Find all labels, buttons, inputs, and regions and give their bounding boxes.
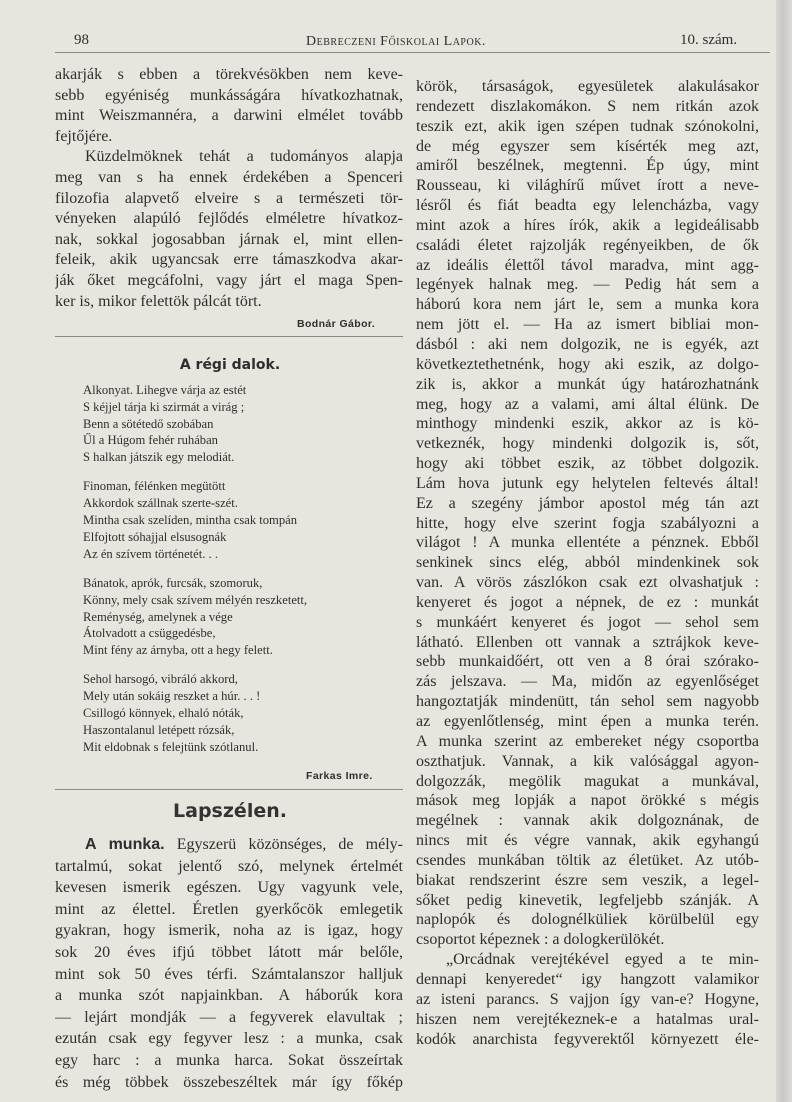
text-line: biakat rendszerint észre sem veszik, a legel- <box>416 871 759 889</box>
poem-line: Mint fény az árnyba, ott a hegy felett. <box>83 643 273 658</box>
poem-line: Haszontalanul letépett rózsák, <box>83 722 235 737</box>
poem-line: Mely után sokáig reszket a húr. . . ! <box>83 689 261 704</box>
text-line: kenyeret és jogot a népnek, de ez : munkát <box>416 593 759 611</box>
article-continuation <box>55 65 403 312</box>
text-line: mint sok 50 éves térfi. Számtalanszor halljuk <box>55 965 403 983</box>
text-line: mint Weiszmannéra, a darwini elmélet tovább <box>55 107 403 125</box>
text-line: nak, sokkal jogosabban járnak el, mint ellen- <box>55 230 403 248</box>
text-line: és még többek összebeszéltek már így főkép <box>55 1073 403 1091</box>
section-rule <box>55 336 403 337</box>
text-line: filozofia alapvető elveire s a természeti tör- <box>55 189 403 207</box>
poem-line: Alkonyat. Lihegve várja az estét <box>83 383 247 397</box>
text-line: világot ! A munka ellentéte a pénznek. Ebből <box>416 534 759 552</box>
text-line: Ez a szegény jámbor apostol még tán azt <box>416 494 759 512</box>
text-line: sőket pedig kinevetik, legfeljebb szánják. A <box>416 891 759 909</box>
text-line: tartalmú, sokat jelentő szó, melynek értelmét <box>55 857 403 875</box>
text-line: teszik ezt, akik igen szépen tudnak szónokolni, <box>416 117 759 135</box>
text-line: ker is, mikor felettök pálcát tört. <box>55 292 262 310</box>
text-line: az egyenlőtlenség, mint épen a munka terén. <box>416 713 759 730</box>
text-line: egy harc : a munka harca. Sokat összeírtak <box>55 1051 403 1069</box>
poem-line: Mintha csak szelíden, mintha csak tompán <box>83 513 298 528</box>
poem-line: Könny, mely csak szívem mélyén reszketett, <box>83 592 308 607</box>
text-line: vényeken alapúló fejlődés elméletre hívatkoz- <box>55 210 403 228</box>
text-line: dásból : aki nem dolgozik, ne is egyék, azt <box>416 335 759 353</box>
poem-line: Benn a sötétedő szobában <box>83 416 214 431</box>
text-line: következtethetnénk, hogy aki eszik, az dolgo- <box>416 355 759 373</box>
poem-stanza <box>83 478 403 562</box>
poem-body <box>83 382 403 768</box>
text-line: hangoztatják mindenütt, tán sehol sem nagyobb <box>416 693 759 711</box>
text-line: csendes munkában töltik az életüket. Az utób- <box>416 851 759 869</box>
text-line: amiről beszélnek, megtenni. Ép úgy, mint <box>416 157 759 175</box>
poem-line: Bánatok, aprók, furcsák, szomoruk, <box>83 575 263 590</box>
text-line: feleik, akik ugyancsak erre támaszkodva akar- <box>55 251 403 269</box>
text-line: zás jelszava. — Ma, midőn az egyenlőséget <box>416 673 759 691</box>
poem-line: Akkordok szállnak szerte-szét. <box>83 496 238 511</box>
text-line: lésről és fiát beadta egy lelencházba, vagy <box>416 197 759 215</box>
text-span: Egyszerü közönséges, de mély- <box>164 836 403 853</box>
poem-stanza <box>83 671 403 755</box>
text-line: s munkáért kenyeret és jogot — sehol sem <box>416 613 759 631</box>
poem-line: Reménység, amelynek a vége <box>83 609 233 624</box>
text-line: mint az élettel. Éretlen gyerkőcök emlegetik <box>55 900 403 918</box>
page-number: 98 <box>74 32 89 48</box>
poem-line: Finoman, félénken megütött <box>83 479 226 494</box>
poem-line: Sehol harsogó, vibráló akkord, <box>83 672 238 687</box>
text-line: Lám hova jutunk egy helytelen feltevés által! <box>416 474 759 492</box>
section-rule <box>55 789 403 790</box>
text-line: senkinek sincs elég, abból mindenkinek sok <box>416 554 759 572</box>
text-line: van. A vörös zászlókon csak ezt olvashatjuk : <box>416 574 759 592</box>
text-line: fejtőjére. <box>55 127 113 145</box>
text-line: sebb munkaidőért, ott ven a 8 órai szórako- <box>416 653 759 671</box>
text-line: vetkeznék, hogy mindenki dolgozik is, sőt, <box>416 435 759 453</box>
text-line: oszthatjuk. Vannak, a kik valósággal agyon- <box>416 752 759 770</box>
text-line: kodók anarchista fegyverektől környezett éle- <box>416 1030 759 1048</box>
text-line: dennapi kenyeredet“ igy hangzott valamikor <box>416 970 759 988</box>
text-line: mint azok a híres írók, akik a legideálisabb <box>416 216 759 234</box>
text-line: körök, társaságok, egyesületek alakulásakor <box>416 78 759 95</box>
right-column-article <box>416 77 759 1049</box>
text-line: minthogy mindenki eszik, akkor az is kö- <box>416 415 759 433</box>
text-line <box>55 834 403 856</box>
text-line: családi életet rajzolják regényeikben, de ők <box>416 236 759 254</box>
poem-line: Átolvadott a csüggedésbe, <box>83 626 216 641</box>
poem-line: Csillogó könnyek, elhaló nóták, <box>83 706 244 721</box>
text-line: kevesen ismerik egészen. Ugy vagyunk vele, <box>55 879 403 897</box>
text-line: nincs mit és végre vannak, akik egyhangú <box>416 832 759 850</box>
text-line: a munka szót napjainkban. A háborúk kora <box>55 987 403 1005</box>
text-line: az ideális élettől távol maradva, mint agg- <box>416 256 759 274</box>
text-line: sok 20 éves ifjú többet látott már belőle, <box>55 943 403 961</box>
text-line: látható. Ellenben ott vannak a sztrájkok keve- <box>416 633 759 651</box>
text-line: gyakran, hogy ismerik, noha az is igaz, hogy <box>55 922 403 940</box>
poem-line: Az én szívem történetét. . . <box>83 546 218 561</box>
poem-line: Mit eldobnak s felejtünk szótlanul. <box>83 739 259 754</box>
text-line: az isteni parancs. S vajjon így van-e? Hogyne, <box>416 990 759 1008</box>
poem-line: S kéjjel tárja ki szirmát a virág ; <box>83 399 245 414</box>
text-line: hogy aki többet eszik, az többet dolgozik. <box>416 455 759 473</box>
text-line: Küzdelmöknek tehát a tudományos alapja <box>85 148 403 166</box>
text-line: nem jött el. — Ha az ismert bibliai mon- <box>416 316 759 334</box>
text-line: legények halnak meg. — Pedig hát sem a <box>416 276 759 294</box>
text-line: A munka szerint az embereket négy csoportba <box>416 732 759 750</box>
lapszelen-article <box>55 834 403 1093</box>
poem-title: A régi dalok. <box>179 357 281 373</box>
page-gutter-shadow <box>776 0 792 1102</box>
text-line: dolgozzák, megölik magukat a munkával, <box>416 772 759 790</box>
lead-term: A munka. <box>85 836 165 853</box>
poem-line: Űl a Húgom fehér ruhában <box>83 433 218 448</box>
text-line: mások meg lopják a napot örökké s mégis <box>416 792 759 810</box>
column-title: Lapszélen. <box>173 800 287 822</box>
text-line: hitte, hogy elve szerint fogja szabályozni a <box>416 514 759 532</box>
poem-author: Farkas Imre. <box>306 770 373 782</box>
text-line: de még egyszer sem kísérték meg azt, <box>416 137 759 155</box>
text-line: ják őket megcáfolni, vagy járt el maga Spen- <box>55 271 403 289</box>
text-line: — lejárt mondják — a fegyverek elavultak ; <box>55 1008 403 1026</box>
text-line: csoportot képeznek : a dologkerülökét. <box>416 931 665 949</box>
text-line: megélnek : vannak akik dolgoznának, de <box>416 812 759 830</box>
header-rule <box>55 52 770 53</box>
text-line: meg van s ha ennek érdekében a Spenceri <box>55 168 403 186</box>
poem-line: Elfojtott sóhajjal elsusognák <box>83 529 227 544</box>
text-line: „Orcádnak verejtékével egyed a te min- <box>446 951 759 969</box>
poem-line: S halkan játszik egy melodiát. <box>83 450 235 465</box>
text-line: naplopók és dolognélküliek körülbelül egy <box>416 911 759 929</box>
article-author: Bodnár Gábor. <box>297 318 376 330</box>
journal-title: Debreczeni Főiskolai Lapok. <box>306 34 486 49</box>
text-line: hiszen nem verejtékeznek-e a hatalmas ural- <box>416 1010 759 1028</box>
text-line: Rousseau, ki világhírű művet írott a neve- <box>416 177 759 195</box>
issue-number: 10. szám. <box>680 32 738 48</box>
text-line: sebb egyéniség munkásságára hívatkozhatnak, <box>55 86 403 104</box>
poem-stanza <box>83 575 403 659</box>
text-line: háború kora nem járt le, sem a munka kora <box>416 296 759 314</box>
text-line: meg, hogy az a valami, ami által élünk. De <box>416 395 759 413</box>
text-line: akarják s ebben a törekvésökben nem keve- <box>55 66 403 83</box>
text-line: zik is, akkor a munkát úgy határozhatnánk <box>416 375 759 393</box>
text-line: rendezett diszlakomákon. S nem ritkán azok <box>416 97 759 115</box>
poem-stanza <box>83 382 403 466</box>
text-line: ezután csak egy fegyver lesz : a munka, csak <box>55 1030 403 1048</box>
